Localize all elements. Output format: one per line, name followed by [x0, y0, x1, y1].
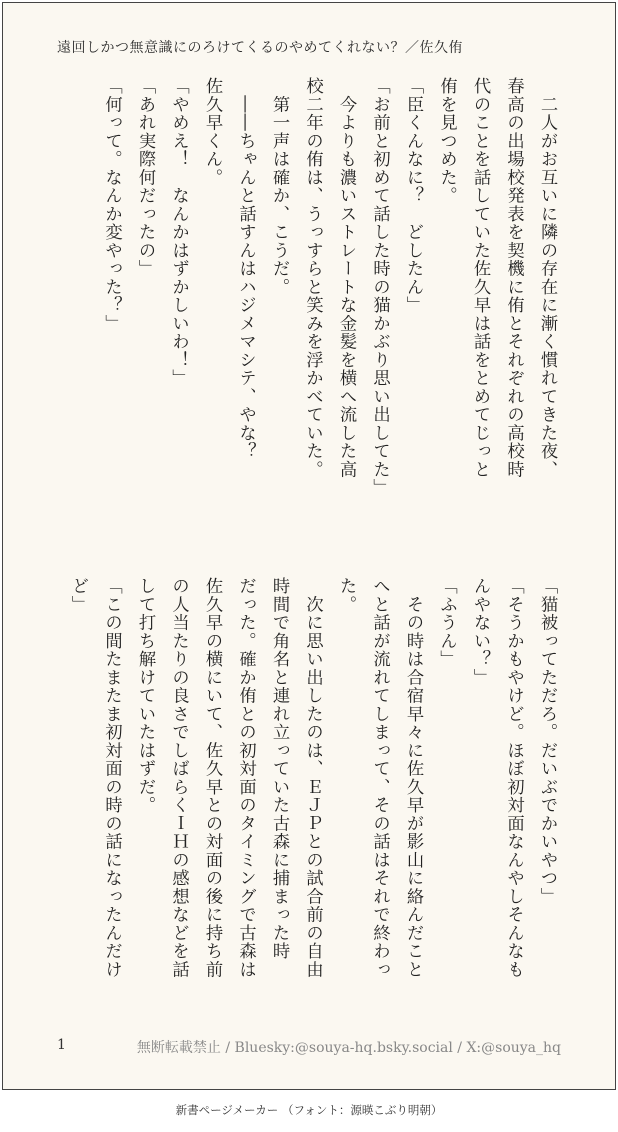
- body-text-top: 二人がお互いに隣の存在に漸く慣れてきた夜、 春高の出場校発表を契機に侑とそれぞれの高校時 代のことを話していた佐久早は話をとめてじっと 侑を見つめた。 「臣くんなに？ どしたん」 「お前と初めて話した時の猫かぶり思い出してた」 今よりも濃いストレートな金髪を横へ流した高 校二年の侑は、うっすらと笑みを浮かべていた。 第一声は確か、こうだ。 ――ちゃんと話すんはハジメマシテ、やな？ 佐久早くん。 「やめえ！ なんかはずかしいわ！」 「あれ実際何だったの」 「何って。なんか変やった？」: [101, 77, 557, 497]
- copyright-notice: 無断転載禁止 / Bluesky:@souya-hq.bsky.social / X:@souya_hq: [136, 1040, 561, 1056]
- novel-page: [2, 2, 616, 1090]
- generator-credit: 新書ページメーカー （フォント：源暎こぶり明朝）: [175, 1103, 443, 1117]
- page-title: 遠回しかつ無意識にのろけてくるのやめてくれない？／佐久侑: [57, 40, 463, 56]
- body-text-bottom: 「猫被ってただろ。だいぶでかいやつ」 「そうかもやけど。ほぼ初対面なんやしそんなも んやない？」 「ふうん」 その時は合宿早々に佐久早が影山に絡んだこと へと話が流れてしまって、その話はそれで終わっ た。 次に思い出したのは、ＥＪＰとの試合前の自由 時間で角名と連れ立っていた古森に捕まった時 だった。確か侑との初対面のタイミングで古森は 佐久早の横にいて、佐久早との対面の後に持ち前 の人当たりの良さでしばらくＩＨの感想などを話 して打ち解けていたはずだ。 「この間たまたま初対面の時の話になったんだけ ど」: [68, 577, 557, 979]
- page-number: 1: [57, 1037, 66, 1053]
